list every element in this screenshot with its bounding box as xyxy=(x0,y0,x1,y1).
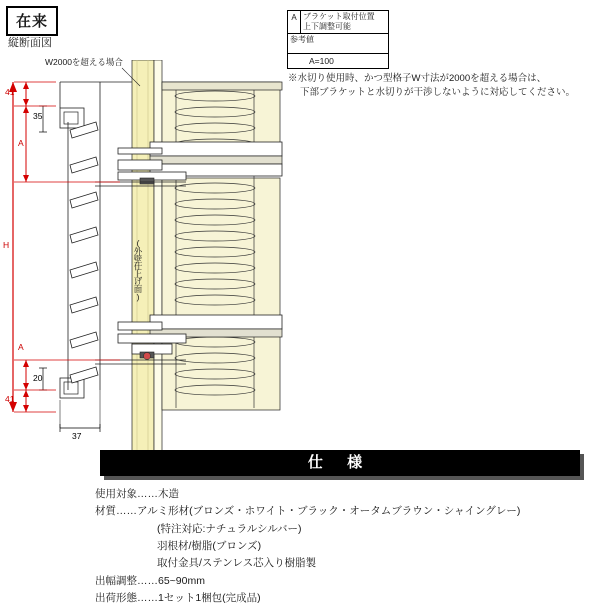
spec-row-2: (特注対応:ナチュラルシルバー) xyxy=(157,522,302,535)
exterior-finish-label: (外壁仕上げ面) xyxy=(133,238,143,301)
dimension-41-top: 41 xyxy=(5,87,15,97)
bracket-note-line1: ブラケット取付位置 xyxy=(303,12,375,21)
bracket-note-line3: 参考値 xyxy=(290,35,314,44)
spec-row-3: 羽根材/樹脂(ブロンズ) xyxy=(157,539,262,552)
spec-row-4: 取付金具/ステンレス芯入り樹脂製 xyxy=(157,557,317,570)
bracket-note-row xyxy=(288,11,388,34)
dimension-37: 37 xyxy=(72,431,82,441)
bracket-note-symbol: A xyxy=(288,11,301,33)
bracket-note-box xyxy=(287,10,389,54)
warning-note-line1: ※水切り使用時、かつ型格子W寸法が2000を超える場合は、 xyxy=(288,73,547,84)
page-title-text: 在来 xyxy=(16,13,49,30)
dimension-41-bottom: 41 xyxy=(5,394,15,404)
spec-row-1: 材質……アルミ形材(ブロンズ・ホワイト・ブラック・オータムブラウン・シャイングレー) xyxy=(95,505,521,518)
drawing-subtitle: 縦断面図 xyxy=(8,37,52,49)
page-title xyxy=(6,6,58,36)
dimension-20: 20 xyxy=(33,373,43,383)
w2000-label: W2000を超える場合 xyxy=(45,57,123,67)
warning-note-line2: 下部ブラケットと水切りが干渉しないように対応してください。 xyxy=(300,87,576,99)
bracket-note-line2: 上下調整可能 xyxy=(303,22,351,31)
spec-list xyxy=(95,486,595,607)
spec-band-title: 仕 様 xyxy=(100,450,580,476)
spec-row-0: 使用対象……木造 xyxy=(95,488,179,500)
warning-note xyxy=(288,72,588,101)
bracket-note-desc xyxy=(301,11,388,33)
dimension-h: H xyxy=(3,240,10,250)
spec-row-6: 出荷形態……1セット1梱包(完成品) xyxy=(95,591,261,604)
dimension-35: 35 xyxy=(33,111,43,121)
dimension-a-lower: A xyxy=(18,342,24,352)
bracket-equation: A=100 xyxy=(309,56,334,66)
spec-row-5: 出幅調整……65~90mm xyxy=(95,574,205,587)
dimension-a-upper: A xyxy=(18,138,24,148)
section-drawing xyxy=(0,57,300,450)
section-drawing-svg xyxy=(0,60,300,455)
bracket-note-row-ref xyxy=(288,34,388,46)
